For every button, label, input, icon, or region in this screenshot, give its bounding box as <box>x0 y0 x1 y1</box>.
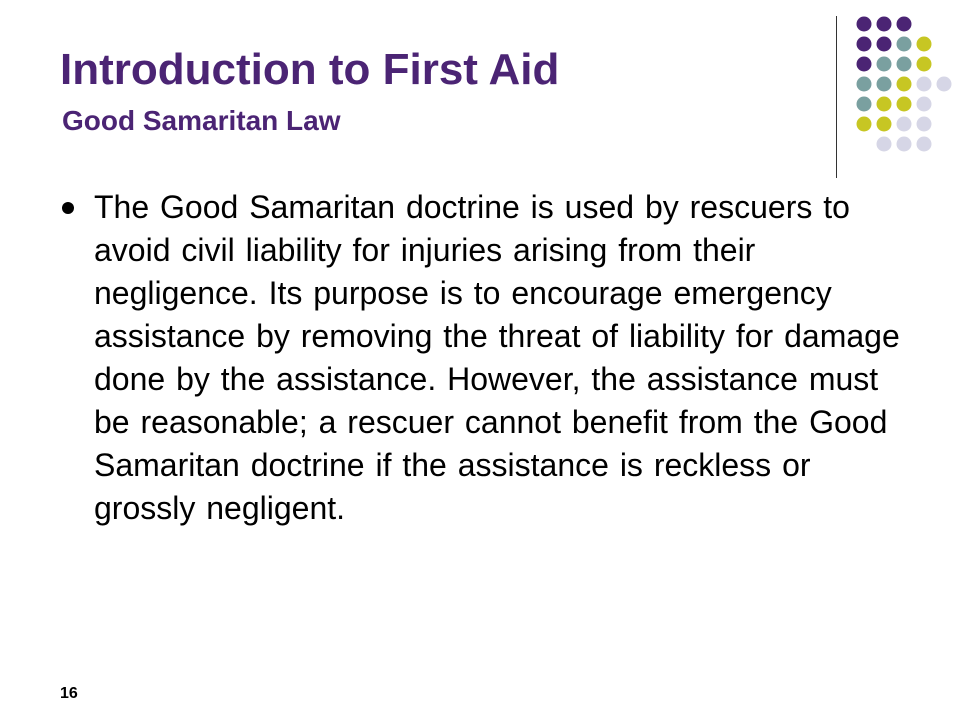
decorative-dot-purple <box>877 37 892 52</box>
slide-title: Introduction to First Aid <box>60 45 560 94</box>
decorative-dot-lavender <box>877 137 892 152</box>
decorative-dot-olive <box>877 117 892 132</box>
decorative-dot-purple <box>857 37 872 52</box>
bullet-item <box>62 186 922 530</box>
decorative-dot-teal <box>897 57 912 72</box>
decorative-dot-lavender <box>917 117 932 132</box>
decorative-dot-purple <box>857 17 872 32</box>
decorative-dot-teal <box>857 77 872 92</box>
decorative-dot-olive <box>897 77 912 92</box>
bullet-dot-icon <box>62 202 74 214</box>
slide-subtitle: Good Samaritan Law <box>62 105 341 136</box>
bullet-text: The Good Samaritan doctrine is used by rescuers to avoid civil liability for injuries arising from their negligence. Its purpose is to encourage emergency assistance by removing the threat of liability for damage done by the assistance. However, the assistance must be reasonable; a rescuer cannot benefit from the Good Samaritan doctrine if the assistance is reckless or grossly negligent. <box>94 189 900 526</box>
decorative-dot-teal <box>877 57 892 72</box>
decorative-dot-lavender <box>897 117 912 132</box>
decorative-dot-purple <box>857 57 872 72</box>
title-divider-line <box>836 16 837 178</box>
decorative-dot-grid <box>852 16 960 156</box>
decorative-dot-teal <box>857 97 872 112</box>
decorative-dot-lavender <box>917 77 932 92</box>
decorative-dot-purple <box>897 17 912 32</box>
decorative-dot-teal <box>897 37 912 52</box>
decorative-dot-purple <box>877 17 892 32</box>
decorative-dot-olive <box>917 37 932 52</box>
decorative-dot-lavender <box>917 137 932 152</box>
decorative-dot-olive <box>917 57 932 72</box>
decorative-dot-teal <box>877 77 892 92</box>
decorative-dot-lavender <box>897 137 912 152</box>
decorative-dot-olive <box>897 97 912 112</box>
decorative-dot-olive <box>857 117 872 132</box>
page-number: 16 <box>60 685 78 702</box>
bullet-list <box>62 186 922 530</box>
decorative-dot-lavender <box>917 97 932 112</box>
decorative-dot-olive <box>877 97 892 112</box>
decorative-dot-lavender <box>937 77 952 92</box>
